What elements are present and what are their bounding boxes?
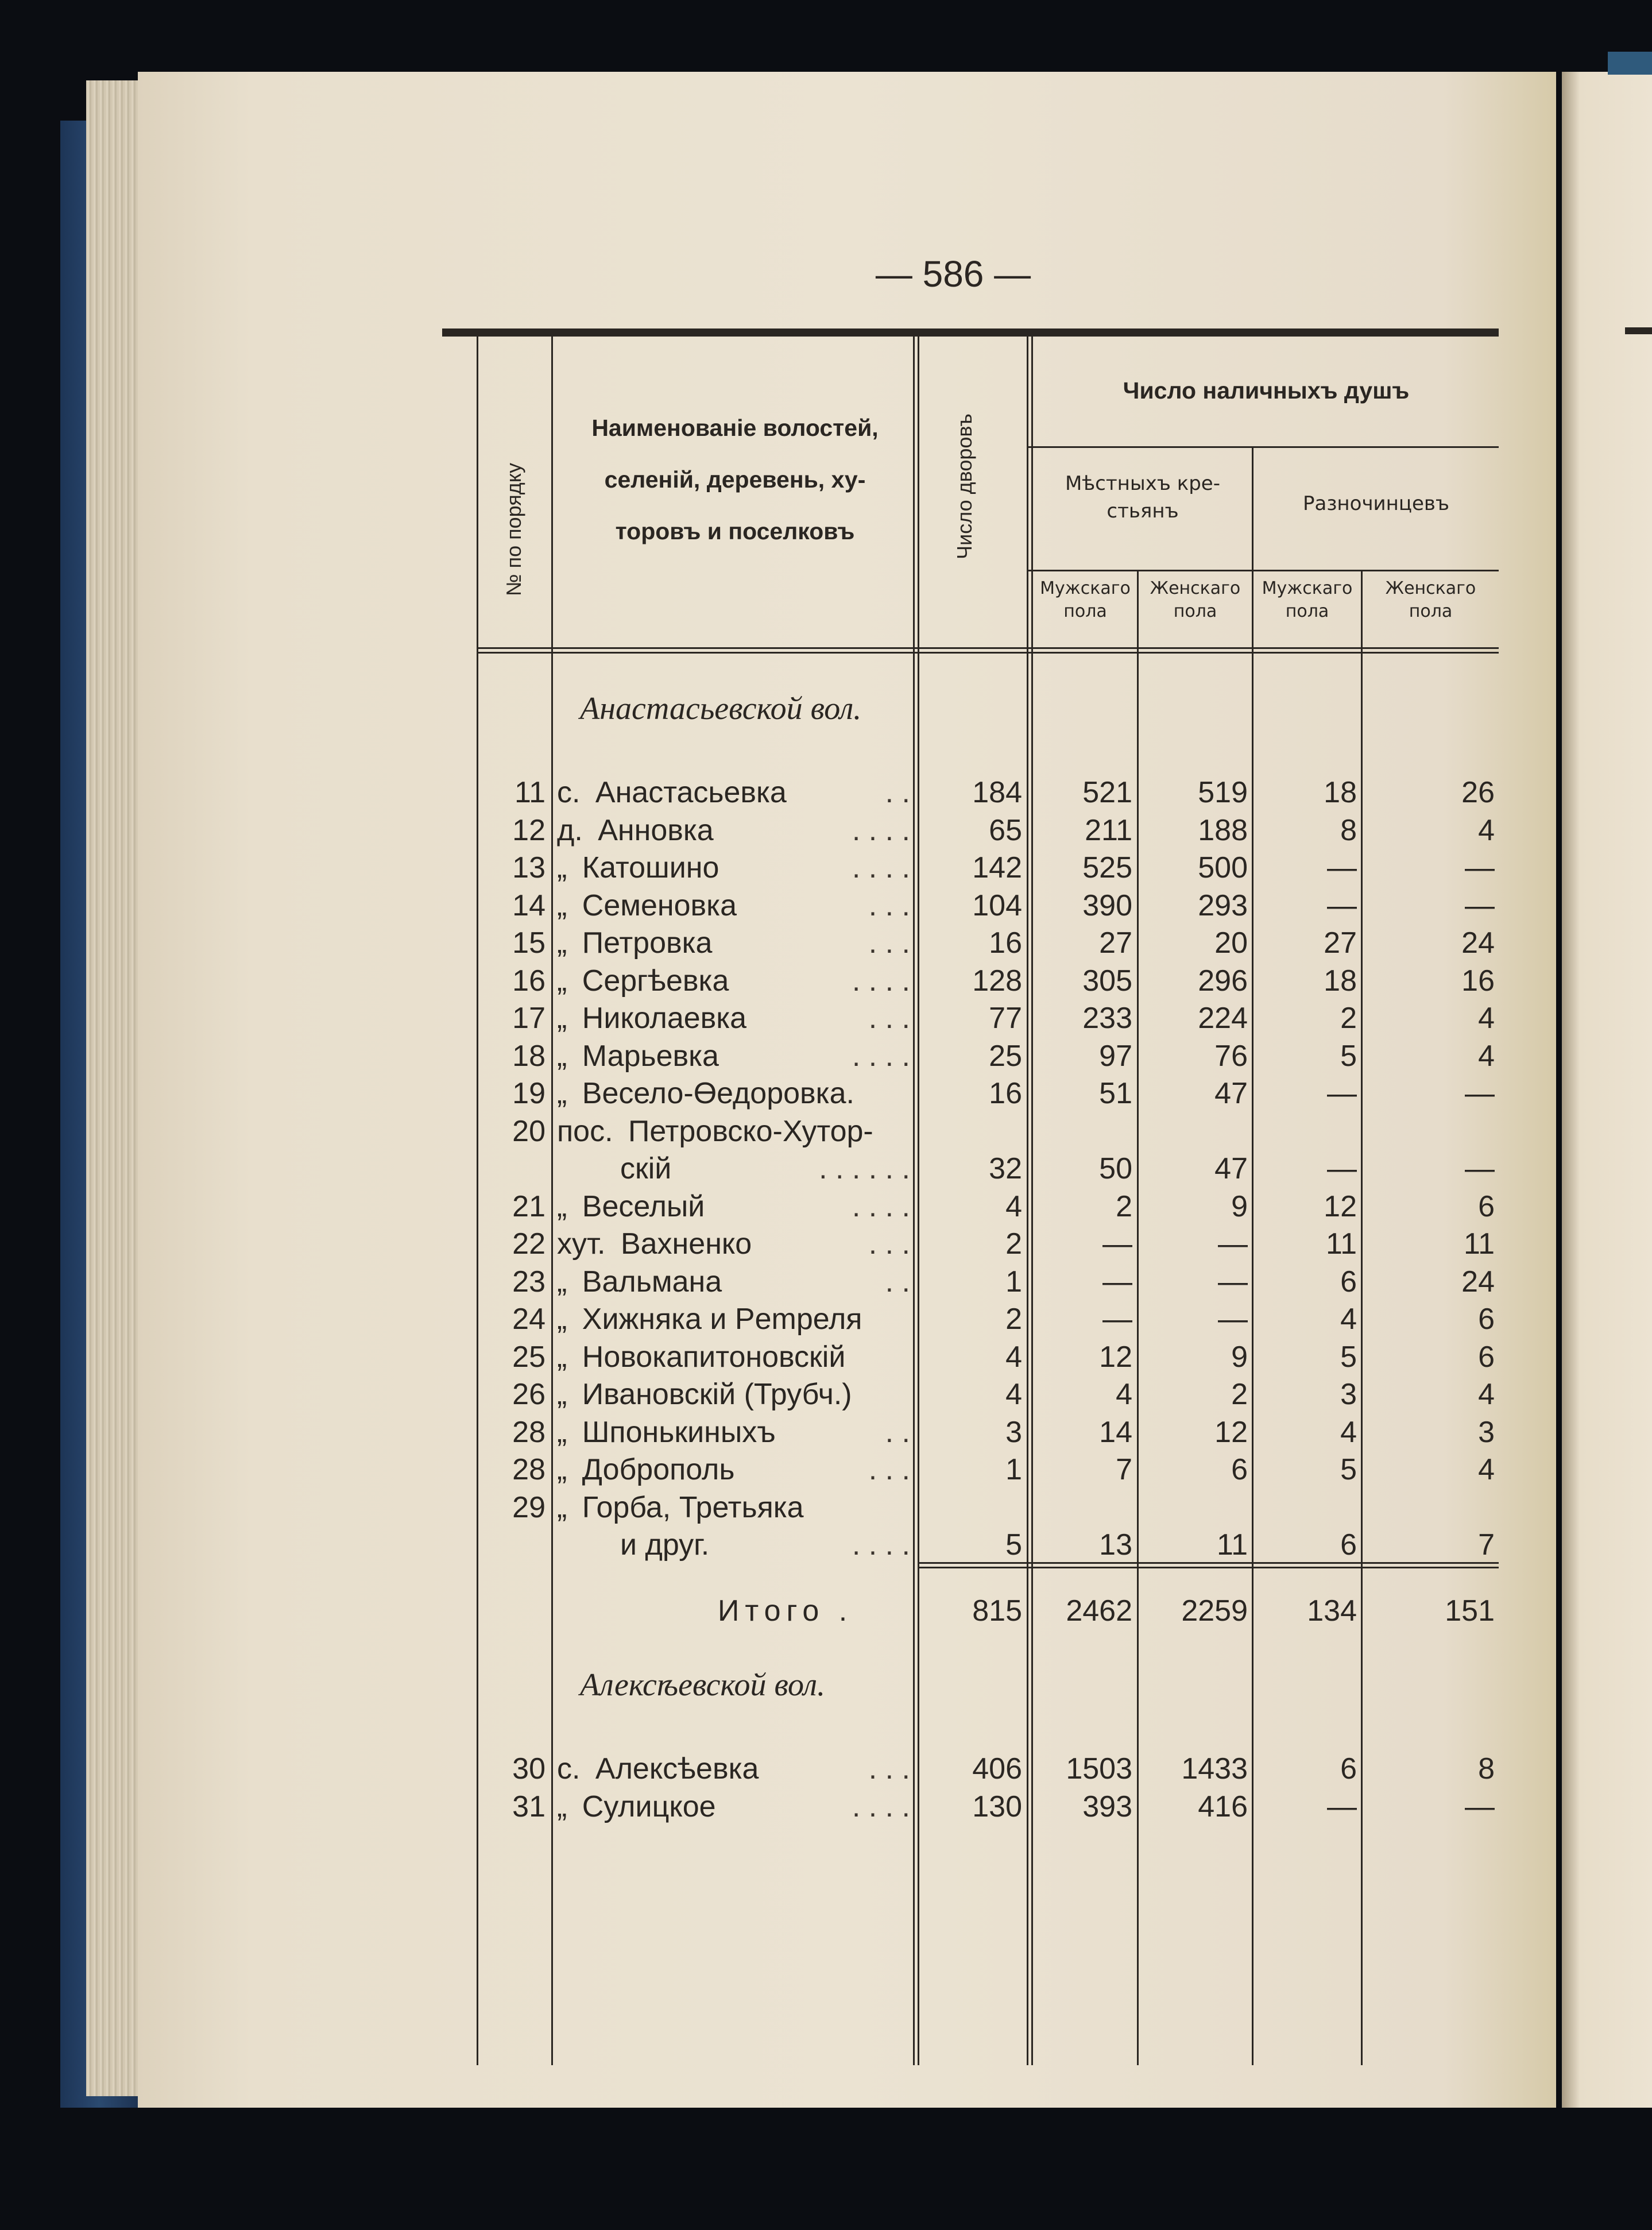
col-rule-yards-a xyxy=(1027,337,1028,2065)
place-prefix: хут. xyxy=(557,1227,606,1261)
place-prefix: „ xyxy=(557,1077,567,1110)
leader-dots: . . xyxy=(885,1265,910,1298)
header-local-peasants-2: стьянъ xyxy=(1107,500,1179,523)
row-number xyxy=(477,1150,545,1188)
place-prefix: „ xyxy=(557,888,567,922)
value-rm: 6 xyxy=(1340,1265,1357,1298)
value-lm: 50 xyxy=(1099,1152,1132,1185)
value-yards: 128 xyxy=(972,964,1022,998)
value-lf: — xyxy=(1218,1303,1248,1336)
leader-dots: . . . . . . xyxy=(819,1152,910,1185)
place-title: Анновка xyxy=(589,813,714,847)
value-rm: 5 xyxy=(1340,1340,1357,1374)
leader-dots: . . . . xyxy=(852,1189,910,1223)
row-number: 29 xyxy=(512,1490,545,1524)
value-lf: 47 xyxy=(1214,1152,1248,1185)
value-rf: 26 xyxy=(1461,776,1495,809)
place-name xyxy=(557,962,729,1000)
place-title: и друг. xyxy=(620,1528,710,1562)
value-rm: 2 xyxy=(1340,1002,1357,1035)
row-number: 25 xyxy=(512,1340,545,1374)
place-name xyxy=(557,1037,719,1075)
place-name-cell xyxy=(557,1338,910,1376)
total-rm: 134 xyxy=(1307,1594,1357,1628)
row-number xyxy=(477,1526,545,1564)
row-number: 20 xyxy=(512,1114,545,1148)
place-name-cell xyxy=(557,1112,910,1150)
col-rule-no xyxy=(551,337,553,2065)
value-lm: 2 xyxy=(1116,1189,1132,1223)
place-name xyxy=(557,1075,854,1112)
value-rm: — xyxy=(1327,888,1357,922)
value-lf: 20 xyxy=(1214,926,1248,960)
place-prefix: „ xyxy=(557,1189,567,1223)
value-lm: 305 xyxy=(1082,964,1132,998)
place-name xyxy=(557,1338,845,1376)
place-prefix: „ xyxy=(557,1490,567,1524)
leader-dots: . . . xyxy=(868,1227,910,1261)
place-title: Марьевка xyxy=(574,1039,719,1073)
facing-page-edge xyxy=(1562,72,1652,2108)
place-name xyxy=(557,1112,873,1150)
place-title: Вальмана xyxy=(574,1265,722,1298)
place-name xyxy=(557,1750,759,1788)
place-prefix: пос. xyxy=(557,1114,613,1148)
place-name xyxy=(620,1526,709,1564)
value-lf: 76 xyxy=(1214,1039,1248,1073)
place-prefix: „ xyxy=(557,1303,567,1336)
place-name xyxy=(557,811,714,849)
row-number: 15 xyxy=(512,926,545,960)
value-lf: 296 xyxy=(1198,964,1248,998)
place-name xyxy=(557,1413,776,1451)
header-razn-male-1: Мужскаго xyxy=(1262,578,1353,598)
value-yards xyxy=(919,1112,1022,1150)
place-name-cell xyxy=(557,1750,910,1788)
value-rm: 6 xyxy=(1340,1752,1357,1785)
leader-dots: . . . . xyxy=(852,851,910,884)
header-local-male-1: Мужскаго xyxy=(1040,578,1131,598)
value-rf: 6 xyxy=(1478,1189,1495,1223)
value-rf: 6 xyxy=(1478,1303,1495,1336)
value-rf: — xyxy=(1465,1077,1495,1110)
total-rf: 151 xyxy=(1445,1594,1495,1628)
place-name-cell xyxy=(557,849,910,887)
place-prefix: „ xyxy=(557,1002,567,1035)
value-rf: 6 xyxy=(1478,1340,1495,1374)
place-title: Сулицкое xyxy=(574,1790,716,1823)
place-name-cell xyxy=(557,924,910,962)
header-bottom-rule-2 xyxy=(477,652,1499,654)
header-raznochintsy: Разночинцевъ xyxy=(1303,492,1449,515)
value-rf: — xyxy=(1465,888,1495,922)
value-rm: — xyxy=(1327,1790,1357,1823)
place-name xyxy=(557,1188,705,1226)
value-rf: 24 xyxy=(1461,926,1495,960)
place-prefix: с. xyxy=(557,776,581,809)
value-rf: 4 xyxy=(1478,813,1495,847)
row-number: 28 xyxy=(512,1453,545,1486)
value-rm: 4 xyxy=(1340,1303,1357,1336)
value-lf: 9 xyxy=(1231,1189,1248,1223)
place-title: Анастасьевка xyxy=(587,776,787,809)
value-lm: 521 xyxy=(1082,776,1132,809)
value-lm: — xyxy=(1102,1303,1132,1336)
value-rf: — xyxy=(1465,1152,1495,1185)
value-rm: 3 xyxy=(1340,1378,1357,1411)
value-rf: 4 xyxy=(1478,1039,1495,1073)
place-title: Весело-Өедоровка. xyxy=(574,1077,854,1110)
header-souls: Число наличныхъ душъ xyxy=(1123,377,1410,404)
place-title: Хижняка и Рempеля xyxy=(574,1303,862,1336)
leader-dots: . . . . xyxy=(852,1528,910,1562)
place-name-cell xyxy=(557,962,910,1000)
place-name xyxy=(557,1300,862,1338)
place-prefix: „ xyxy=(557,1790,567,1823)
header-local-peasants-1: Мѣстныхъ кре- xyxy=(1065,472,1220,495)
place-prefix: „ xyxy=(557,851,567,884)
row-number: 22 xyxy=(512,1227,545,1261)
leader-dots: . . xyxy=(885,1415,910,1449)
place-name-cell xyxy=(557,1075,910,1112)
row-number: 14 xyxy=(512,888,545,922)
value-yards: 25 xyxy=(989,1039,1022,1073)
place-prefix: „ xyxy=(557,1415,567,1449)
row-number: 18 xyxy=(512,1039,545,1073)
value-rm: 6 xyxy=(1340,1528,1357,1562)
value-lm: 13 xyxy=(1099,1528,1132,1562)
value-rm xyxy=(1253,1489,1357,1526)
value-lm: 12 xyxy=(1099,1340,1132,1374)
place-name xyxy=(557,774,787,811)
value-lf: 9 xyxy=(1231,1340,1248,1374)
header-name-line-2: селеній, деревень, ху- xyxy=(604,466,866,493)
value-rf: 24 xyxy=(1461,1265,1495,1298)
value-rf: — xyxy=(1465,1790,1495,1823)
top-rule xyxy=(442,328,1499,337)
value-rf xyxy=(1363,1489,1495,1526)
section-title: Алексѣевской вол. xyxy=(580,1667,826,1703)
value-lf: 519 xyxy=(1198,776,1248,809)
place-name-cell xyxy=(557,1037,910,1075)
value-rf: 8 xyxy=(1478,1752,1495,1785)
value-rm: 18 xyxy=(1324,964,1357,998)
value-yards: 5 xyxy=(1005,1528,1022,1562)
page-number: — 586 — xyxy=(875,253,1031,295)
row-number: 26 xyxy=(512,1378,545,1411)
place-title: скій xyxy=(620,1152,672,1185)
value-lf: 6 xyxy=(1231,1453,1248,1486)
place-name xyxy=(557,1225,752,1263)
value-yards: 4 xyxy=(1005,1378,1022,1411)
place-prefix: д. xyxy=(557,813,583,847)
value-lf xyxy=(1139,1489,1248,1526)
facing-page-rule xyxy=(1625,327,1652,334)
row-number: 28 xyxy=(512,1415,545,1449)
place-title: Доброполь xyxy=(574,1453,735,1486)
leader-dots: . . . xyxy=(868,926,910,960)
header-local-female-1: Женскаго xyxy=(1150,578,1241,598)
leader-dots: . . . xyxy=(868,1453,910,1486)
header-yards: Число дворовъ xyxy=(953,413,976,559)
row-number: 11 xyxy=(514,776,545,809)
place-name-cell xyxy=(557,1263,910,1301)
value-lf: 224 xyxy=(1198,1002,1248,1035)
place-title: Вахненко xyxy=(612,1227,752,1261)
value-lm: 211 xyxy=(1085,813,1132,847)
total-yards: 815 xyxy=(972,1594,1022,1628)
leader-dots: . . . . xyxy=(852,964,910,998)
total-lf: 2259 xyxy=(1181,1594,1248,1628)
value-lm: 97 xyxy=(1099,1039,1132,1073)
value-lf xyxy=(1139,1112,1248,1150)
value-yards: 16 xyxy=(989,1077,1022,1110)
place-name xyxy=(557,999,746,1037)
place-prefix: „ xyxy=(557,964,567,998)
value-lm: 4 xyxy=(1116,1378,1132,1411)
place-prefix: с. xyxy=(557,1752,581,1785)
place-name-cell xyxy=(557,1489,910,1526)
value-yards: 1 xyxy=(1005,1453,1022,1486)
header-local-female-2: пола xyxy=(1173,601,1217,621)
value-lm: 390 xyxy=(1082,888,1132,922)
value-lf: 12 xyxy=(1214,1415,1248,1449)
souls-sub-rule xyxy=(1028,446,1499,448)
value-rm: 4 xyxy=(1340,1415,1357,1449)
value-rm: 11 xyxy=(1326,1227,1357,1261)
place-name-cell xyxy=(557,1225,910,1263)
place-title: Сергѣевка xyxy=(574,964,729,998)
place-name-cell xyxy=(620,1526,910,1564)
place-name xyxy=(557,1489,804,1526)
value-yards: 130 xyxy=(972,1790,1022,1823)
value-lf: 416 xyxy=(1198,1790,1248,1823)
header-local-male-2: пола xyxy=(1063,601,1107,621)
row-number: 12 xyxy=(512,813,545,847)
value-rf: — xyxy=(1465,851,1495,884)
value-yards: 104 xyxy=(972,888,1022,922)
value-rm: 27 xyxy=(1324,926,1357,960)
value-lm: 233 xyxy=(1082,1002,1132,1035)
value-lm xyxy=(1034,1489,1132,1526)
place-name xyxy=(620,1150,671,1188)
row-number: 16 xyxy=(512,964,545,998)
leader-dots: . . . . xyxy=(852,813,910,847)
total-rule-2 xyxy=(919,1567,1499,1568)
place-title: Николаевка xyxy=(574,1002,747,1035)
place-name-cell xyxy=(557,1375,910,1413)
place-name xyxy=(557,924,712,962)
place-title: Катошино xyxy=(574,851,719,884)
place-name-cell xyxy=(557,1300,910,1338)
header-bottom-rule xyxy=(477,647,1499,649)
value-rm: 5 xyxy=(1340,1039,1357,1073)
place-title: Горба, Третьяка xyxy=(574,1490,804,1524)
col-rule-yards-b xyxy=(1031,337,1033,2065)
leader-dots: . . . xyxy=(868,1002,910,1035)
place-title: Новокапитоновскій xyxy=(574,1340,846,1374)
leader-dots: . . . . xyxy=(852,1790,910,1823)
census-table xyxy=(442,328,1499,2069)
place-name-cell xyxy=(557,1188,910,1226)
sex-sub-rule xyxy=(1028,570,1499,571)
place-name-cell xyxy=(620,1150,910,1188)
header-razn-female-2: пола xyxy=(1409,601,1453,621)
section-title: Анастасьевской вол. xyxy=(580,691,862,726)
place-prefix: „ xyxy=(557,1039,567,1073)
value-yards: 65 xyxy=(989,813,1022,847)
place-title: Петровка xyxy=(574,926,713,960)
row-number: 19 xyxy=(512,1077,545,1110)
value-yards: 406 xyxy=(972,1752,1022,1785)
place-title: Семеновка xyxy=(574,888,737,922)
value-rm: — xyxy=(1327,1077,1357,1110)
place-title: Веселый xyxy=(574,1189,705,1223)
value-yards: 2 xyxy=(1005,1303,1022,1336)
value-yards: 4 xyxy=(1005,1340,1022,1374)
value-rm: 8 xyxy=(1340,813,1357,847)
place-name xyxy=(557,849,719,887)
place-name-cell xyxy=(557,999,910,1037)
leader-dots: . . . xyxy=(868,888,910,922)
value-yards: 184 xyxy=(972,776,1022,809)
place-name xyxy=(557,1451,735,1489)
place-prefix: „ xyxy=(557,1378,567,1411)
place-title: Алексѣевка xyxy=(587,1752,759,1785)
place-title: Петровско-Хутор- xyxy=(620,1114,873,1148)
value-rf: 4 xyxy=(1478,1002,1495,1035)
value-rf: 4 xyxy=(1478,1453,1495,1486)
header-razn-female-1: Женскаго xyxy=(1385,578,1476,598)
row-number: 13 xyxy=(512,851,545,884)
value-lf: 188 xyxy=(1198,813,1248,847)
header-razn-male-2: пола xyxy=(1285,601,1329,621)
value-rf xyxy=(1363,1112,1495,1150)
place-name-cell xyxy=(557,774,910,811)
row-number: 23 xyxy=(512,1265,545,1298)
value-lf: — xyxy=(1218,1227,1248,1261)
value-rm: 12 xyxy=(1324,1189,1357,1223)
value-lm: — xyxy=(1102,1265,1132,1298)
value-rf: 16 xyxy=(1461,964,1495,998)
value-yards: 1 xyxy=(1005,1265,1022,1298)
value-rm: — xyxy=(1327,1152,1357,1185)
total-lm: 2462 xyxy=(1066,1594,1132,1628)
place-name-cell xyxy=(557,1788,910,1826)
place-prefix: „ xyxy=(557,926,567,960)
place-name xyxy=(557,1375,852,1413)
place-title: Шпонькиныхъ xyxy=(574,1415,776,1449)
value-lf: 11 xyxy=(1217,1528,1248,1562)
place-name-cell xyxy=(557,1451,910,1489)
value-rf: 11 xyxy=(1464,1227,1495,1261)
header-name-line-1: Наименованіе волостей, xyxy=(591,415,879,441)
value-lm: 14 xyxy=(1099,1415,1132,1449)
value-lm: 7 xyxy=(1116,1453,1132,1486)
cover-corner xyxy=(1608,52,1652,75)
place-name-cell xyxy=(557,811,910,849)
value-yards: 3 xyxy=(1005,1415,1022,1449)
place-prefix: „ xyxy=(557,1265,567,1298)
row-number: 31 xyxy=(512,1790,545,1823)
place-name-cell xyxy=(557,887,910,925)
value-yards: 16 xyxy=(989,926,1022,960)
row-number: 17 xyxy=(512,1002,545,1035)
value-lm: 27 xyxy=(1099,926,1132,960)
leader-dots: . . . xyxy=(868,1752,910,1785)
value-yards: 2 xyxy=(1005,1227,1022,1261)
place-name xyxy=(557,1263,722,1301)
value-lf: 500 xyxy=(1198,851,1248,884)
place-name xyxy=(557,887,737,925)
place-name xyxy=(557,1788,716,1826)
row-number: 24 xyxy=(512,1303,545,1336)
header-order-number: № по порядку xyxy=(502,463,525,596)
value-lm: 51 xyxy=(1099,1077,1132,1110)
value-lm: 1503 xyxy=(1066,1752,1132,1785)
value-lf: 2 xyxy=(1231,1378,1248,1411)
row-number: 30 xyxy=(512,1752,545,1785)
value-rm: — xyxy=(1327,851,1357,884)
total-label: Итого . xyxy=(718,1594,853,1628)
value-rm: 5 xyxy=(1340,1453,1357,1486)
place-prefix: „ xyxy=(557,1340,567,1374)
value-lm xyxy=(1034,1112,1132,1150)
value-rm xyxy=(1253,1112,1357,1150)
value-lf: — xyxy=(1218,1265,1248,1298)
value-lm: 525 xyxy=(1082,851,1132,884)
place-name-cell xyxy=(557,1413,910,1451)
value-lm: 393 xyxy=(1082,1790,1132,1823)
value-rm: 18 xyxy=(1324,776,1357,809)
col-rule-name-a xyxy=(913,337,915,2065)
value-yards: 4 xyxy=(1005,1189,1022,1223)
value-lf: 47 xyxy=(1214,1077,1248,1110)
row-number: 21 xyxy=(512,1189,545,1223)
value-rf: 3 xyxy=(1478,1415,1495,1449)
value-lm: — xyxy=(1102,1227,1132,1261)
header-name-line-3: торовъ и поселковъ xyxy=(615,518,855,544)
value-yards xyxy=(919,1489,1022,1526)
value-lf: 293 xyxy=(1198,888,1248,922)
value-yards: 77 xyxy=(989,1002,1022,1035)
leader-dots: . . . . xyxy=(852,1039,910,1073)
value-lf: 1433 xyxy=(1181,1752,1248,1785)
value-yards: 142 xyxy=(972,851,1022,884)
leader-dots: . . xyxy=(885,776,910,809)
place-prefix: „ xyxy=(557,1453,567,1486)
place-title: Ивановскій (Трубч.) xyxy=(574,1378,852,1411)
value-rf: 4 xyxy=(1478,1378,1495,1411)
value-rf: 7 xyxy=(1478,1528,1495,1562)
value-yards: 32 xyxy=(989,1152,1022,1185)
